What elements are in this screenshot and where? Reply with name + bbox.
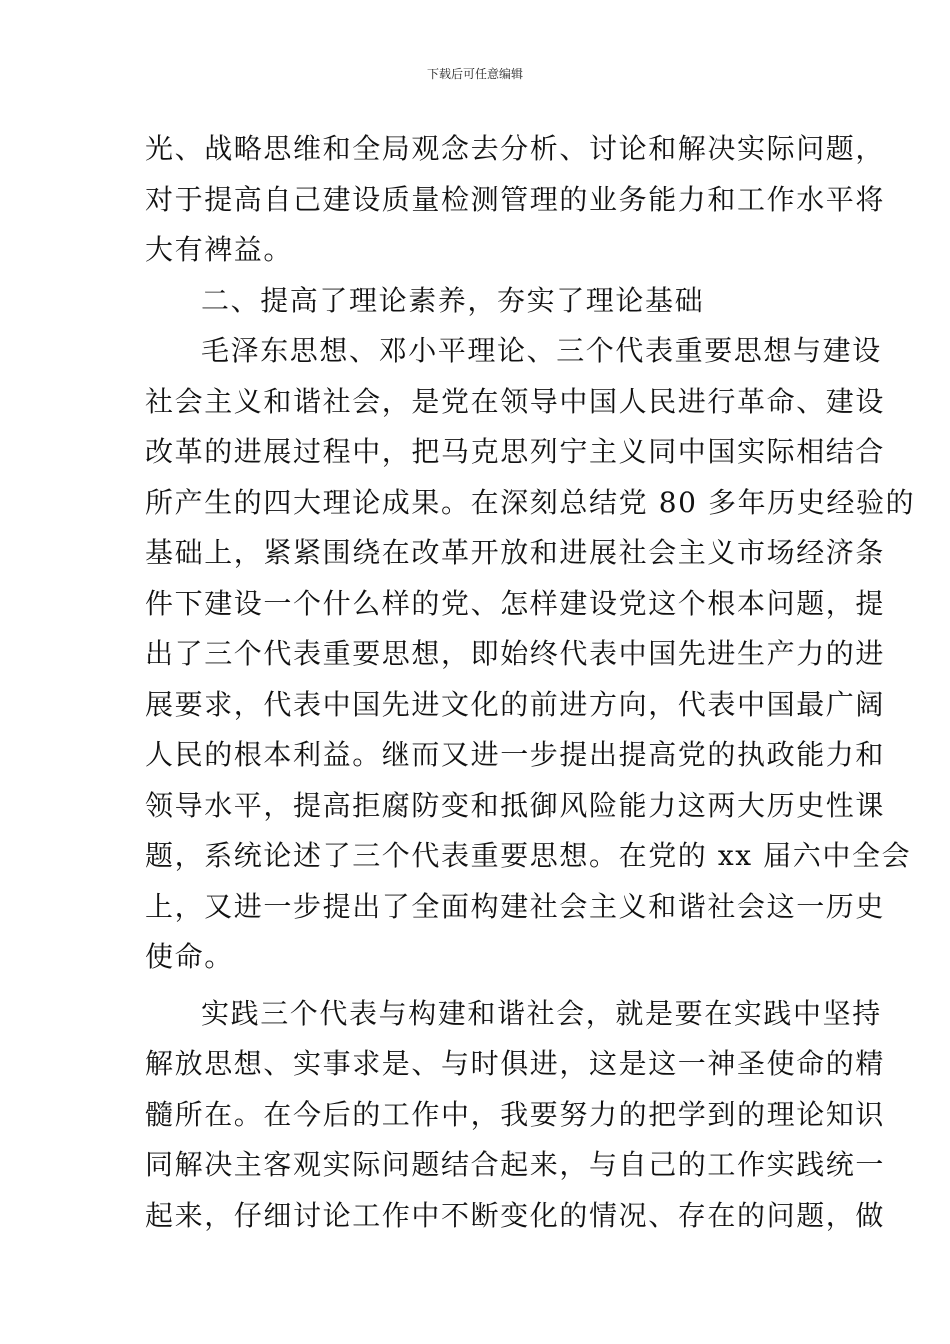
text-line: 社会主义和谐社会，是党在领导中国人民进行革命、建设 <box>145 384 886 418</box>
document-body <box>145 124 916 1241</box>
text-line: 实践三个代表与构建和谐社会，就是要在实践中坚持 <box>201 996 882 1030</box>
text-line: 上，又进一步提出了全面构建社会主义和谐社会这一历史 <box>145 889 886 923</box>
text-line: 基础上，紧紧围绕在改革开放和进展社会主义市场经济条 <box>145 536 886 569</box>
text-line: 所产生的四大理论成果。在深刻总结党 80 多年历史经验的 <box>145 485 916 519</box>
text-line: 起来，仔细讨论工作中不断变化的情况、存在的问题，做 <box>145 1198 886 1232</box>
text-line: 件下建设一个什么样的党、怎样建设党这个根本问题，提 <box>145 586 886 620</box>
paragraph <box>145 326 916 983</box>
text-line: 出了三个代表重要思想，即始终代表中国先进生产力的进 <box>145 637 886 670</box>
text-line: 解放思想、实事求是、与时俱进，这是这一神圣使命的精 <box>145 1047 886 1080</box>
text-line: 光、战略思维和全局观念去分析、讨论和解决实际问题， <box>145 132 886 165</box>
page-header: 下载后可任意编辑 <box>426 67 523 81</box>
paragraph <box>145 989 886 1242</box>
text-line: 毛泽东思想、邓小平理论、三个代表重要思想与建设 <box>201 334 882 367</box>
text-line: 展要求，代表中国先进文化的前进方向，代表中国最广阔 <box>145 687 886 721</box>
text-line: 人民的根本利益。继而又进一步提出提高党的执政能力和 <box>145 738 886 771</box>
paragraph <box>145 124 886 276</box>
text-line: 对于提高自己建设质量检测管理的业务能力和工作水平将 <box>145 182 886 216</box>
text-line: 大有裨益。 <box>145 233 294 266</box>
text-line: 使命。 <box>145 940 234 973</box>
text-line: 改革的进展过程中，把马克思列宁主义同中国实际相结合 <box>145 435 886 468</box>
text-line: 髓所在。在今后的工作中，我要努力的把学到的理论知识 <box>145 1097 886 1131</box>
text-line: 同解决主客观实际问题结合起来，与自己的工作实践统一 <box>145 1148 886 1181</box>
section-heading <box>145 276 807 327</box>
text-line: 领导水平，提高拒腐防变和抵御风险能力这两大历史性课 <box>145 788 886 822</box>
text-line: 题，系统论述了三个代表重要思想。在党的 xx 届六中全会 <box>145 839 912 872</box>
text-line: 二、提高了理论素养，夯实了理论基础 <box>201 283 705 317</box>
